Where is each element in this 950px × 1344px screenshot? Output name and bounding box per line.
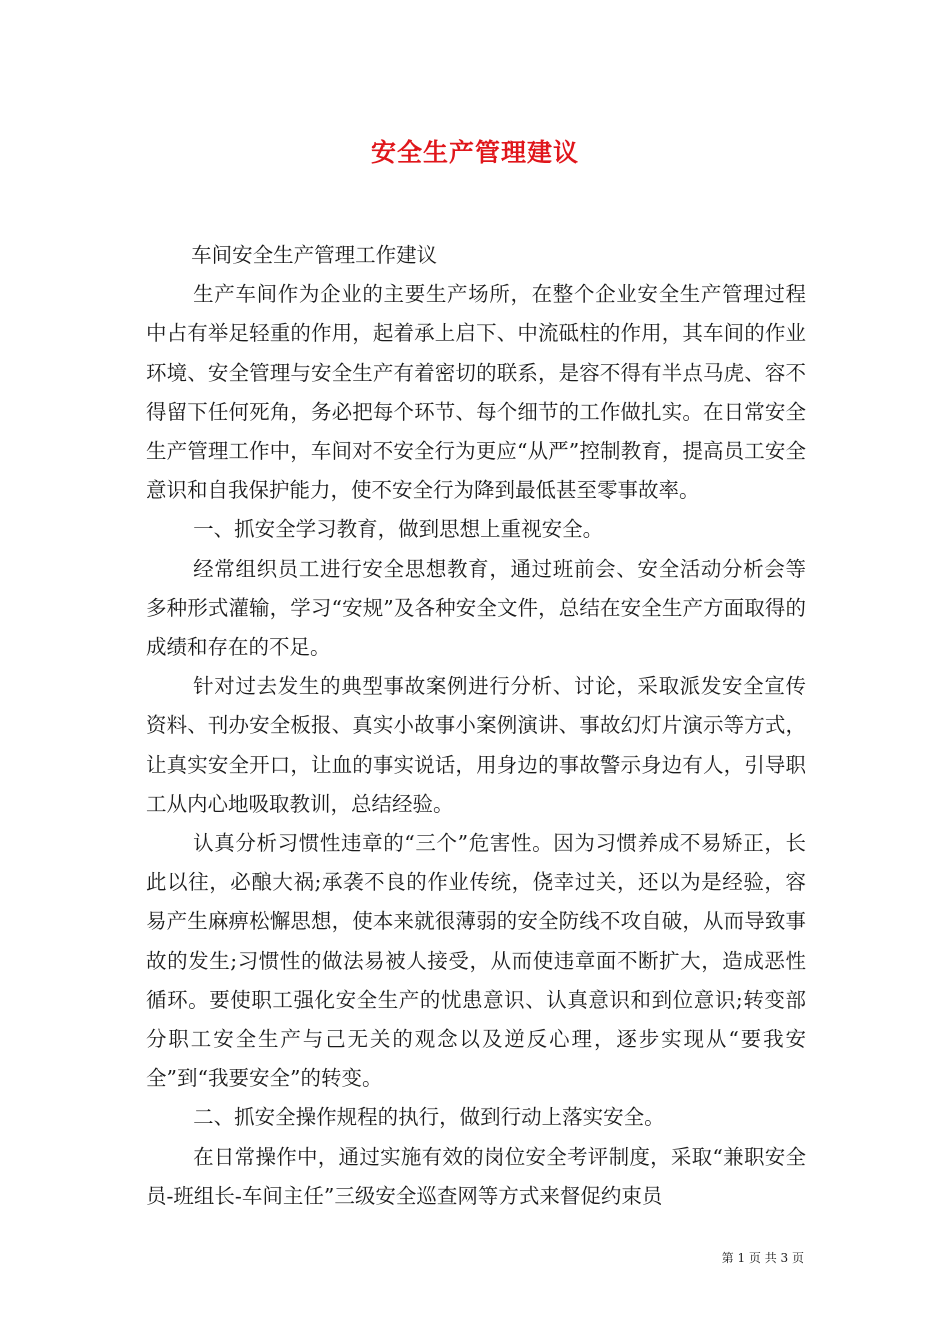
paragraph: 认真分析习惯性违章的“三个”危害性。因为习惯养成不易矫正，长此以往，必酿大祸;承袭不良的作业传统，侥幸过关，还以为是经验，容易产生麻痹松懈思想，使本来就很薄弱的安全防线不攻自破，从而导致事故的发生;习惯性的做法易被人接受，从而使违章面不断扩大，造成恶性循环。要使职工强化安全生产的忧患意识、认真意识和到位意识;转变部分职工安全生产与己无关的观念以及逆反心理，逐步实现从“要我安全”到“我要安全”的转变。 <box>146 831 806 1091</box>
paragraph: 针对过去发生的典型事故案例进行分析、讨论，采取派发安全宣传资料、刊办安全板报、真实小故事小案例演讲、事故幻灯片演示等方式，让真实安全开口，让血的事实说话，用身边的事故警示身边有人，引导职工从内心地吸取教训，总结经验。 <box>146 674 806 816</box>
section-heading-1: 一、抓安全学习教育，做到思想上重视安全。 <box>193 517 604 542</box>
paragraph-intro: 生产车间作为企业的主要生产场所，在整个企业安全生产管理过程中占有举足轻重的作用，起着承上启下、中流砥柱的作用，其车间的作业环境、安全管理与安全生产有着密切的联系，是容不得有半点马虎、容不得留下任何死角，务必把每个环节、每个细节的工作做扎实。在日常安全生产管理工作中，车间对不安全行为更应“从严”控制教育，提高员工安全意识和自我保护能力，使不安全行为降到最低甚至零事故率。 <box>146 282 806 503</box>
document-subtitle: 车间安全生产管理工作建议 <box>191 243 438 267</box>
document-title: 安全生产管理建议 <box>370 138 579 167</box>
page-number-footer: 第 1 页 共 3 页 <box>721 1251 804 1265</box>
document-body <box>146 236 806 1216</box>
paragraph: 经常组织员工进行安全思想教育，通过班前会、安全活动分析会等多种形式灌输，学习“安规”及各种安全文件，总结在安全生产方面取得的成绩和存在的不足。 <box>146 556 806 660</box>
paragraph: 在日常操作中，通过实施有效的岗位安全考评制度，采取“兼职安全员-班组长-车间主任”三级安全巡查网等方式来督促约束员 <box>146 1144 806 1208</box>
section-heading-2: 二、抓安全操作规程的执行，做到行动上落实安全。 <box>193 1105 665 1130</box>
